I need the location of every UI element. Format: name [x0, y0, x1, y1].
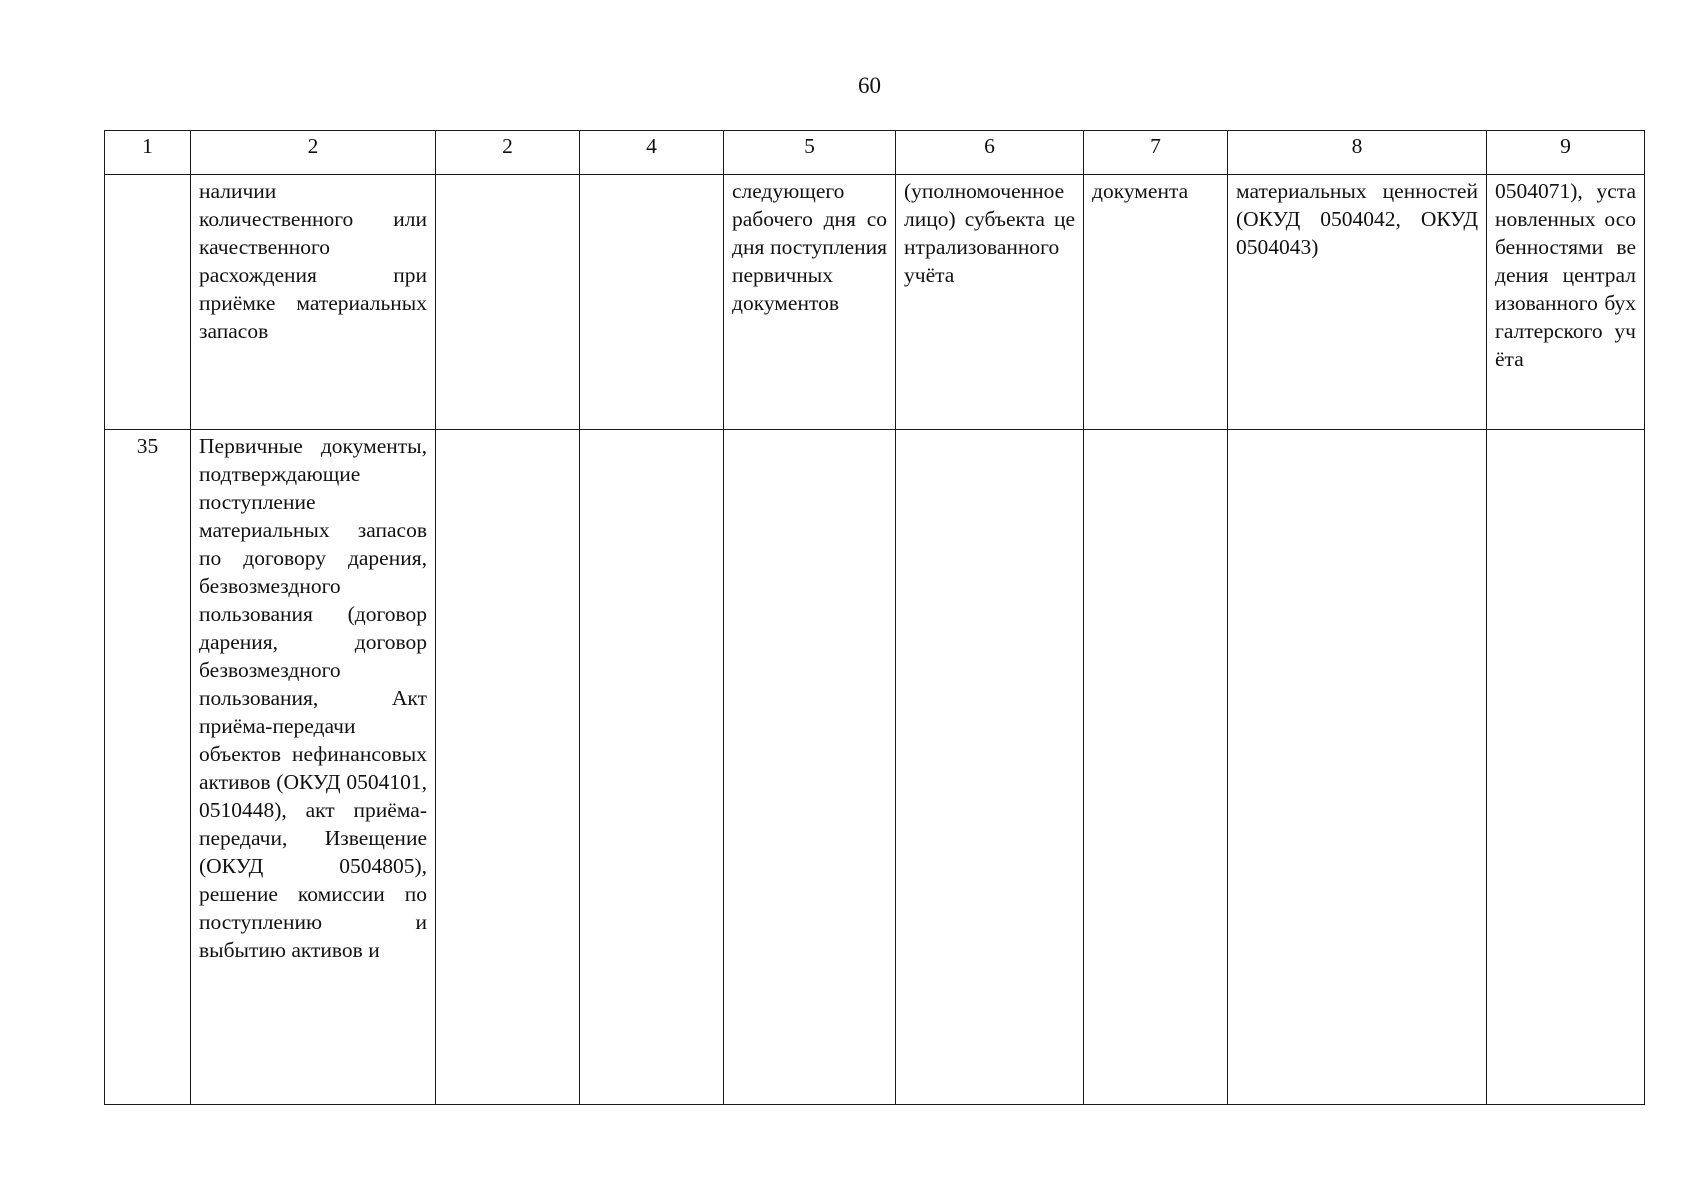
column-header: 2: [436, 131, 580, 175]
table-cell: [1487, 430, 1645, 1105]
table-cell: [1228, 430, 1487, 1105]
table-row: [105, 175, 1645, 430]
table-header-row: [105, 131, 1645, 175]
table-cell: 0504071), установленных особенностями ведения централизованного бухгалтерского учёта: [1487, 175, 1645, 430]
document-table: [104, 130, 1645, 1105]
table-cell: [724, 430, 896, 1105]
column-header: 7: [1084, 131, 1228, 175]
table-cell: документа: [1084, 175, 1228, 430]
table-cell: [436, 430, 580, 1105]
table-cell: [580, 175, 724, 430]
document-name-cell: Первичные документы, подтверждающие поступление материальных запасов по договору дарения, безвозмездного пользования (договор дарения, договор безвозмездного пользования, Акт приёма-передачи объектов нефинансовых активов (ОКУД 0504101, 0510448), акт приёма-передачи, Извещение (ОКУД 0504805), решение комиссии по поступлению и выбытию активов и: [191, 430, 436, 1105]
column-header: 5: [724, 131, 896, 175]
document-name-cell: наличии количественного или качественного расхождения при приёмке материальных запасов: [191, 175, 436, 430]
table-cell: [436, 175, 580, 430]
column-header: 9: [1487, 131, 1645, 175]
column-header: 6: [896, 131, 1084, 175]
row-number-cell: [105, 175, 191, 430]
table-row: [105, 430, 1645, 1105]
table-cell: [1084, 430, 1228, 1105]
row-number-cell: 35: [105, 430, 191, 1105]
page-number: 60: [858, 73, 881, 98]
table-cell: [896, 430, 1084, 1105]
column-header: 4: [580, 131, 724, 175]
table-cell: [580, 430, 724, 1105]
column-header: 2: [191, 131, 436, 175]
responsible-cell: (уполномоченное лицо) субъекта централизованного учёта: [896, 175, 1084, 430]
column-header: 1: [105, 131, 191, 175]
deadline-cell: следующего рабочего дня со дня поступления первичных документов: [724, 175, 896, 430]
table-cell: материальных ценностей (ОКУД 0504042, ОКУД 0504043): [1228, 175, 1487, 430]
column-header: 8: [1228, 131, 1487, 175]
